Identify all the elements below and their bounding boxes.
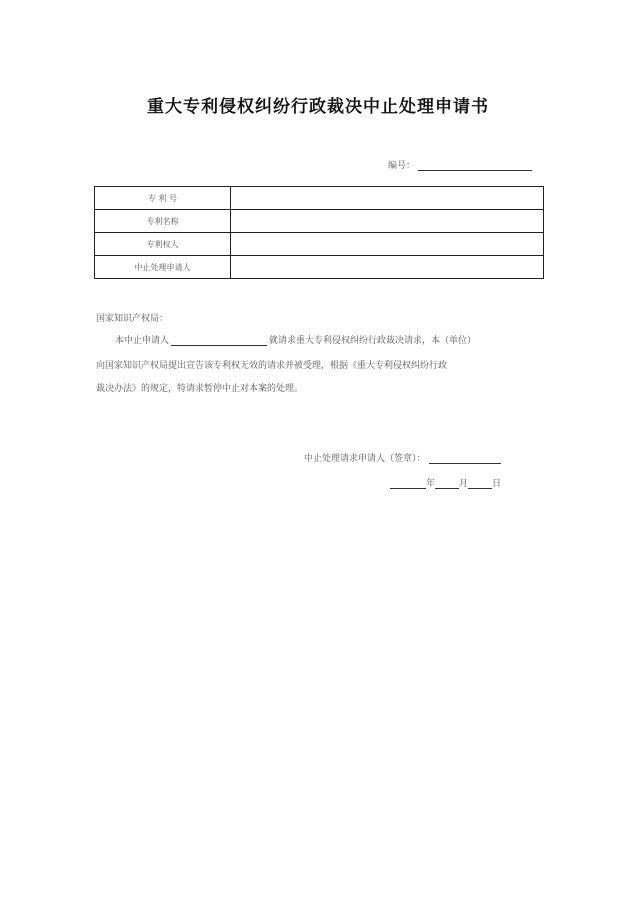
row-label-patent-number: 专 利 号 — [95, 187, 231, 210]
table-row — [95, 210, 544, 233]
table-row — [95, 233, 544, 256]
signature-field — [304, 451, 501, 464]
signature-blank[interactable] — [429, 452, 501, 464]
number-blank[interactable] — [418, 159, 532, 171]
month-blank[interactable] — [435, 477, 459, 489]
row-label-applicant: 中止处理申请人 — [95, 256, 231, 279]
table-row — [95, 256, 544, 279]
applicant-name-blank[interactable] — [171, 334, 267, 346]
body-line-2: 向国家知识产权局提出宣告该专利权无效的请求并被受理，根据《重大专利侵权纠纷行政 — [96, 361, 448, 371]
number-field — [388, 158, 532, 171]
month-label: 月 — [459, 479, 469, 489]
row-value-patent-number[interactable] — [231, 187, 544, 210]
body-line-1-prefix: 本中止申请人 — [115, 336, 170, 346]
day-blank[interactable] — [468, 477, 492, 489]
number-label: 编号： — [388, 161, 416, 171]
body-line-3: 裁决办法》的规定，特请求暂停中止对本案的处理。 — [96, 384, 304, 394]
row-label-patent-name: 专利名称 — [95, 210, 231, 233]
document-title: 重大专利侵权纠纷行政裁决中止处理申请书 — [147, 97, 489, 117]
body-line-1 — [115, 333, 476, 346]
table-row — [95, 187, 544, 210]
year-label: 年 — [426, 479, 436, 489]
row-value-applicant[interactable] — [231, 256, 544, 279]
salutation: 国家知识产权局： — [96, 314, 169, 324]
signature-label: 中止处理请求申请人（签章）： — [304, 454, 426, 464]
year-blank[interactable] — [390, 477, 426, 489]
patent-info-table — [94, 186, 544, 279]
date-field — [390, 476, 501, 489]
body-line-1-suffix: 就请求重大专利侵权纠纷行政裁决请求，本（单位） — [269, 336, 477, 346]
row-value-patentee[interactable] — [231, 233, 544, 256]
row-label-patentee: 专利权人 — [95, 233, 231, 256]
row-value-patent-name[interactable] — [231, 210, 544, 233]
day-label: 日 — [492, 479, 502, 489]
